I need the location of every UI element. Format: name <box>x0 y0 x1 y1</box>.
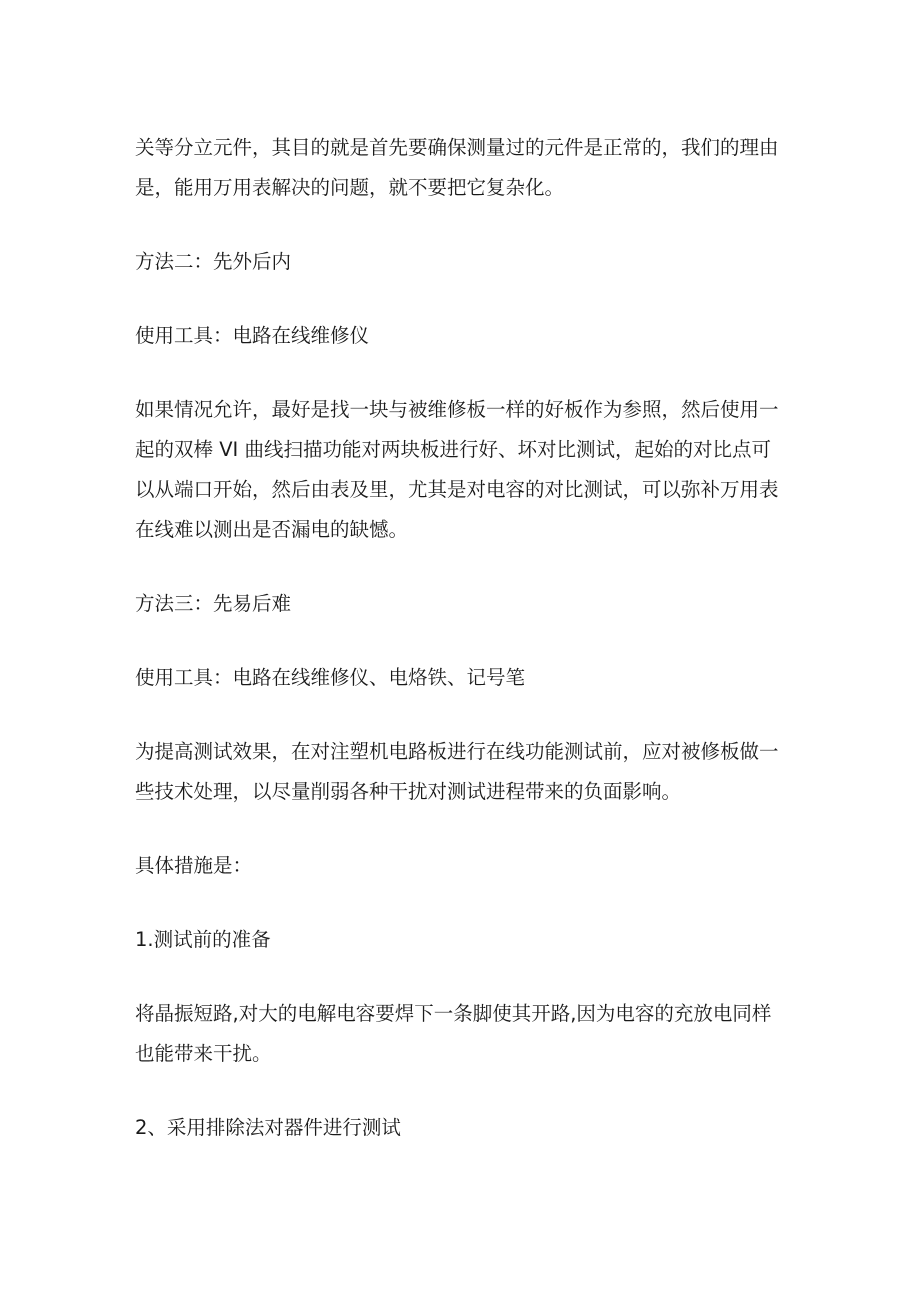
text-line: 也能带来干扰。 <box>135 1042 272 1065</box>
paragraph-preprocessing <box>135 732 795 812</box>
method-two-heading <box>135 242 795 282</box>
text-line: 在线难以测出是否漏电的缺憾。 <box>135 518 409 541</box>
text-line: 为提高测试效果，在对注塑机电路板进行在线功能测试前，应对被修板做一 <box>135 740 779 763</box>
text-line: 1.测试前的准备 <box>135 928 271 951</box>
text-line: 关等分立元件，其目的就是首先要确保测量过的元件是正常的，我们的理由 <box>135 136 779 159</box>
paragraph-comparison <box>135 390 795 550</box>
document-body <box>135 128 795 1148</box>
text-line: 起的双棒 VI 曲线扫描功能对两块板进行好、坏对比测试，起始的对比点可 <box>135 438 771 461</box>
text-line: 以从端口开始，然后由表及里，尤其是对电容的对比测试，可以弥补万用表 <box>135 478 779 501</box>
text-line: 些技术处理，以尽量削弱各种干扰对测试进程带来的负面影响。 <box>135 780 682 803</box>
measures-heading <box>135 846 795 886</box>
step-two-heading <box>135 1108 795 1148</box>
text-line: 是，能用万用表解决的问题，就不要把它复杂化。 <box>135 176 565 199</box>
text-line: 2、采用排除法对器件进行测试 <box>135 1116 401 1139</box>
text-line: 方法二：先外后内 <box>135 250 292 273</box>
text-line: 具体措施是： <box>135 854 253 877</box>
step-one-heading <box>135 920 795 960</box>
text-line: 如果情况允许，最好是找一块与被维修板一样的好板作为参照，然后使用一 <box>135 398 779 421</box>
text-line: 使用工具：电路在线维修仪 <box>135 324 370 347</box>
text-line: 方法三：先易后难 <box>135 592 292 615</box>
text-line: 使用工具：电路在线维修仪、电烙铁、记号笔 <box>135 666 526 689</box>
method-three-heading <box>135 584 795 624</box>
paragraph-crystal <box>135 994 795 1074</box>
tools-line-method-three <box>135 658 795 698</box>
tools-line-method-two <box>135 316 795 356</box>
paragraph-reason <box>135 128 795 208</box>
text-line: 将晶振短路,对大的电解电容要焊下一条脚使其开路,因为电容的充放电同样 <box>135 1002 772 1025</box>
